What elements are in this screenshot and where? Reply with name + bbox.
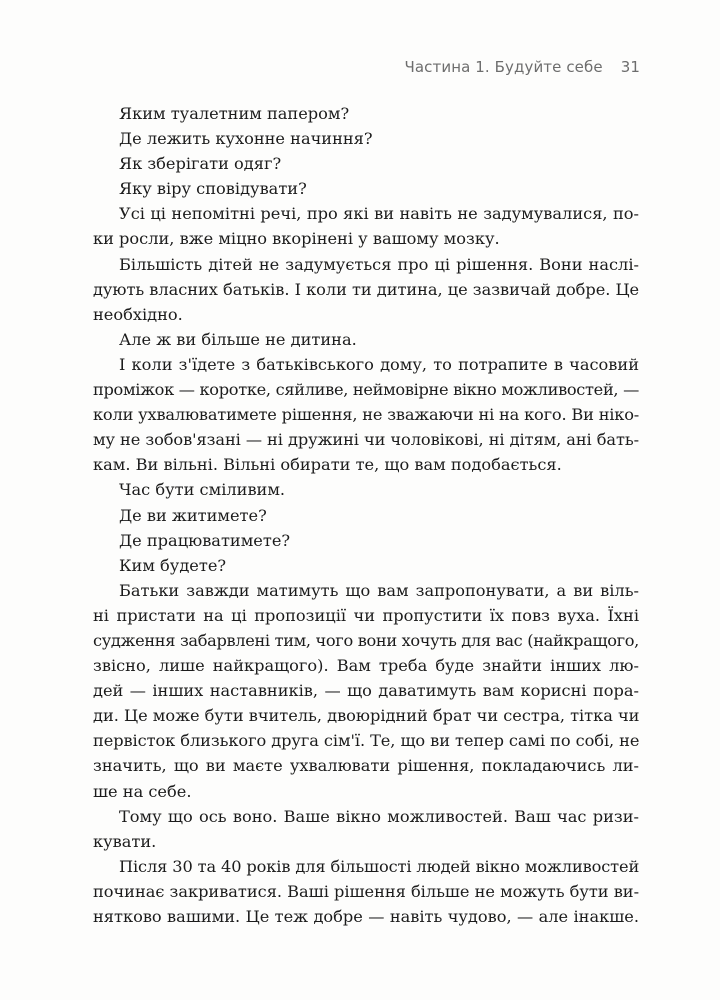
text-line: Яку віру сповідувати? [119,179,307,199]
text-line: Більшість дітей не задумується про ці рішення. Вони наслі- [119,254,639,274]
text-line: дують власних батьків. І коли ти дитина, це зазвичай добре. Це [93,279,640,299]
text-line: звісно, лише найкращого). Вам треба буде знайти інших лю- [93,656,639,676]
text-line: ки росли, вже міцно вкорінені у вашому мозку. [93,229,500,249]
text-line: І коли з'їдете з батьківського дому, то потрапите в часовий [119,354,639,374]
page-number: 31 [620,58,640,76]
text-line: Після 30 та 40 років для більшості людей вікно можливостей [119,856,640,876]
text-line: дей — інших наставників, — що даватимуть вам корисні пора- [93,681,639,701]
body-text [93,101,639,929]
text-line: ди. Це може бути вчитель, двоюрідний брат чи сестра, тітка чи [93,706,640,726]
text-line: проміжок — коротке, сяйливе, неймовірне вікно можливостей, — [93,380,639,400]
chapter-title: Частина 1. Будуйте себе [404,58,603,76]
text-line: необхідно. [93,304,183,324]
text-line: нятково вашими. Це теж добре — навіть чудово, — але інакше. [93,907,639,926]
text-line: Усі ці непомітні речі, про які ви навіть не задумувалися, по- [119,204,639,224]
text-line: кам. Ви вільні. Вільні обирати те, що вам подобається. [93,455,562,475]
text-line: починає закриватися. Ваші рішення більше не можуть бути ви- [93,881,640,901]
text-line: значить, що ви маєте ухвалювати рішення, покладаючись ли- [93,756,639,776]
text-line: Але ж ви більше не дитина. [119,329,357,349]
text-line: коли ухвалюватимете рішення, не зважаючи ні на кого. Ви ніко- [93,405,640,425]
text-line: кувати. [93,831,157,851]
text-line: Час бути сміливим. [119,480,286,500]
text-line: ше на себе. [93,781,192,801]
text-line: Де працюватимете? [119,530,291,550]
text-line: ні пристати на ці пропозиції чи пропустити їх повз вуха. Їхні [93,605,639,625]
text-line: Де ви житимете? [119,505,267,525]
text-line: Ким будете? [119,555,227,575]
running-header [404,58,640,76]
text-line: му не зобов'язані — ні дружині чи чоловікові, ні дітям, ані бать- [93,430,639,450]
text-line: Батьки завжди матимуть що вам запропонувати, а ви віль- [119,580,639,600]
text-line: судження забарвлені тим, чого вони хочуть для вас (найкращого, [93,630,639,650]
text-line: Яким туалетним папером? [119,104,350,123]
text-line: Тому що ось воно. Ваше вікно можливостей. Ваш час ризи- [119,806,639,826]
text-line: Як зберігати одяг? [119,154,282,174]
text-line: Де лежить кухонне начиння? [119,129,373,149]
text-line: первісток близького друга сім'ї. Те, що ви тепер самі по собі, не [93,731,640,751]
